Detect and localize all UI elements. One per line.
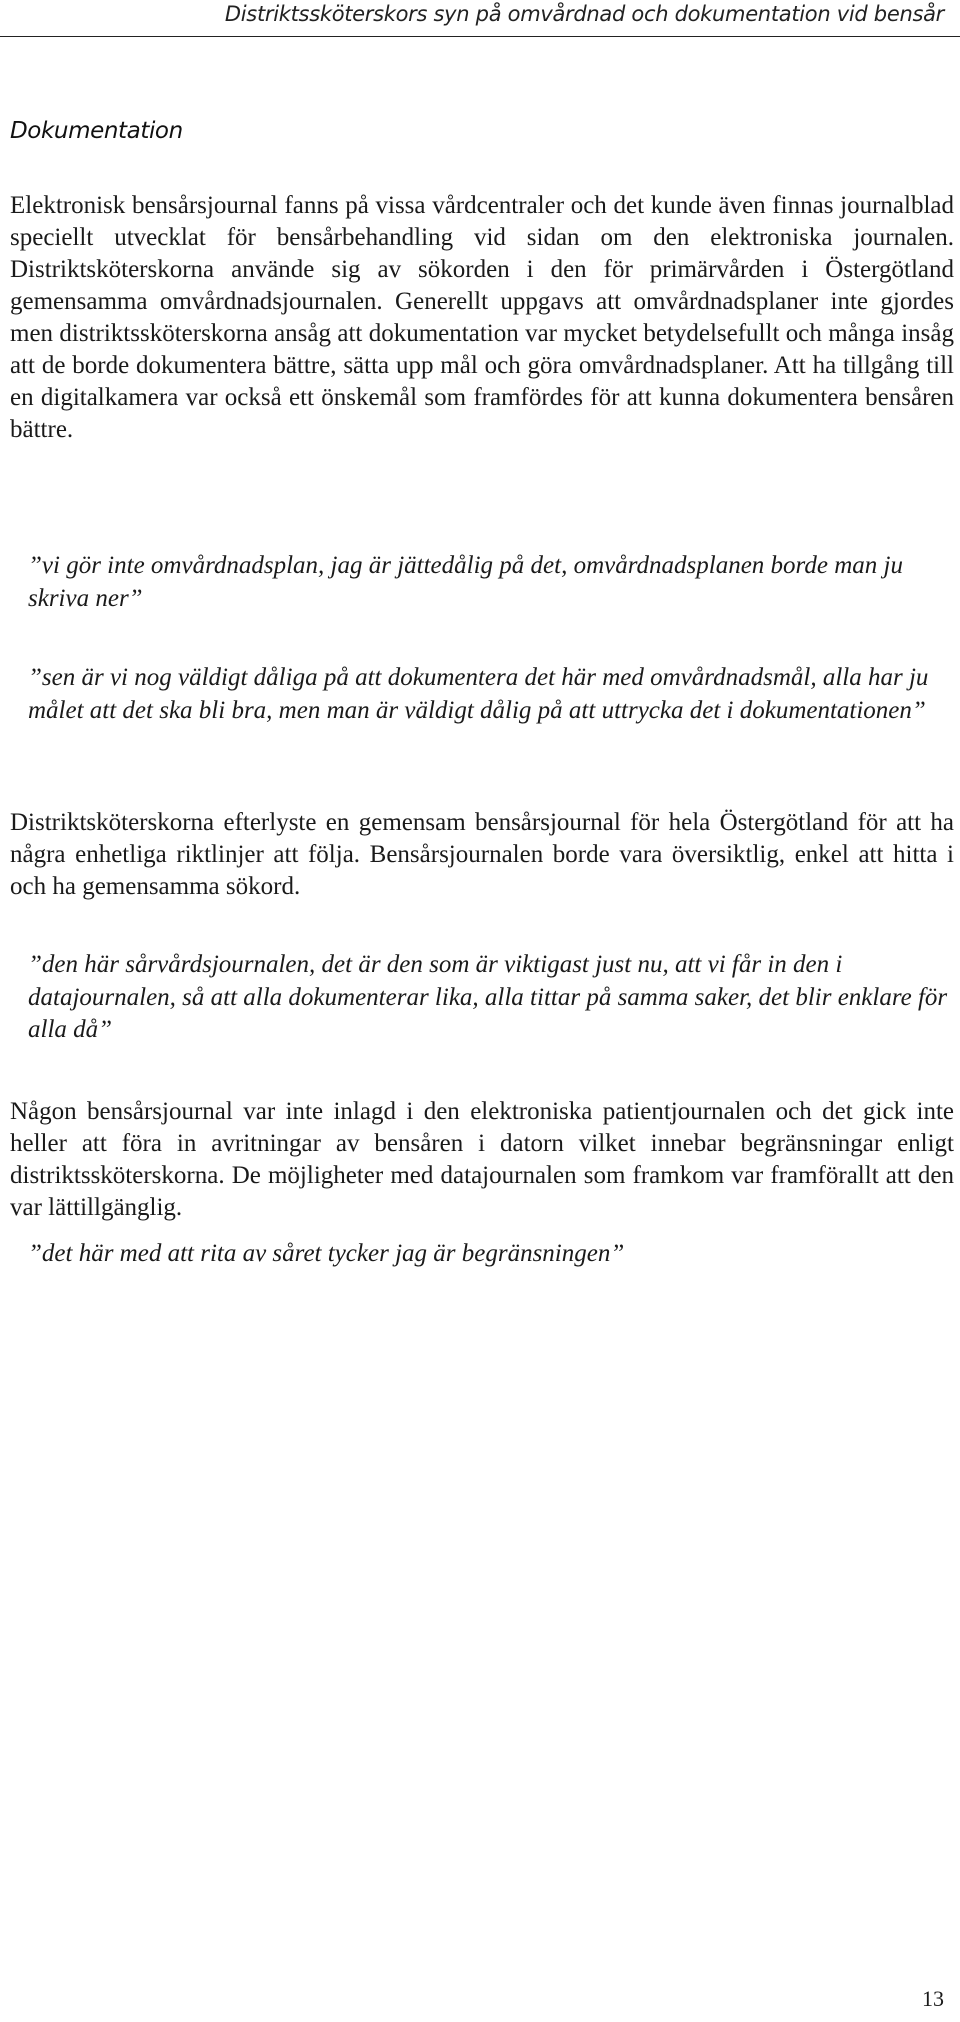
- quote-3: ”den här sårvårdsjournalen, det är den som är viktigast just nu, att vi får in den i datajournalen, så att alla dokumenterar lika, alla tittar på samma saker, det blir enklare för alla då”: [28, 951, 948, 1043]
- quote-1: ”vi gör inte omvårdnadsplan, jag är jättedålig på det, omvårdnadsplanen borde man ju skriva ner”: [28, 552, 903, 612]
- body-paragraph-3: Någon bensårsjournal var inte inlagd i den elektroniska patientjournalen och det gick inte heller att föra in avritningar av bensåren i datorn vilket innebar begränsningar enligt distriktssköterskorna. De möjligheter med datajournalen som framkom var framförallt att den var lättillgänglig.: [10, 1098, 954, 1221]
- running-header: [0, 0, 960, 36]
- quote-4: ”det här med att rita av såret tycker jag är begränsningen”: [28, 1240, 625, 1267]
- body-paragraph-1: Elektronisk bensårsjournal fanns på vissa vårdcentraler och det kunde även finnas journalblad speciellt utvecklat för bensårbehandling vid sidan om den elektroniska journalen. Distriktsköterskorna använde sig av sökorden i den för primärvården i Östergötland gemensamma omvårdnadsjournalen. Generellt uppgavs att omvårdnadsplaner inte gjordes men distriktssköterskorna ansåg att dokumentation var mycket betydelsefullt och många insåg att de borde dokumentera bättre, sätta upp mål och göra omvårdnadsplaner. Att ha tillgång till en digitalkamera var också ett önskemål som framfördes för att kunna dokumentera bensåren bättre.: [10, 192, 954, 443]
- section-heading: Dokumentation: [10, 118, 183, 144]
- running-header-title: Distriktssköterskors syn på omvårdnad och dokumentation vid bensår: [224, 2, 944, 26]
- page-number: 13: [922, 1986, 944, 2011]
- header-divider: [0, 36, 960, 37]
- quote-2: ”sen är vi nog väldigt dåliga på att dokumentera det här med omvårdnadsmål, alla har ju målet att det ska bli bra, men man är väldigt dålig på att uttrycka det i dokumentationen”: [28, 664, 929, 724]
- body-paragraph-2: Distriktsköterskorna efterlyste en gemensam bensårsjournal för hela Östergötland för att ha några enhetliga riktlinjer att följa. Bensårsjournalen borde vara översiktlig, enkel att hitta i och ha gemensamma sökord.: [10, 809, 954, 900]
